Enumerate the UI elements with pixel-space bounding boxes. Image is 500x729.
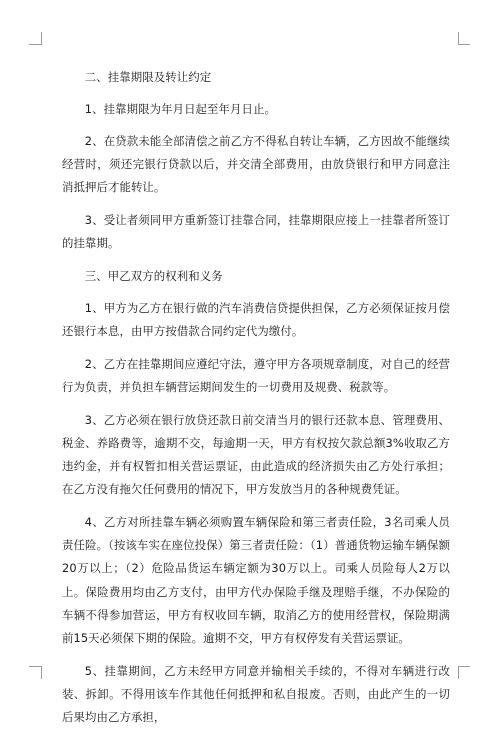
document-body bbox=[62, 66, 450, 729]
crop-mark-bottom-left-vertical bbox=[41, 666, 42, 679]
crop-mark-top-right bbox=[458, 44, 470, 45]
clause-transfer-restriction: 2、在贷款未能全部清偿之前乙方不得私自转让车辆，乙方因故不能继续经营时，须还完银行贷款以后，并交清全部费用，由放贷银行和甲方同意注消抵押后才能转让。 bbox=[62, 133, 450, 194]
crop-mark-top-left bbox=[29, 44, 41, 45]
clause-insurance: 4、乙方对所挂靠车辆必须购置车辆保险和第三者责任险，3名司乘人员责任险。（按该车实在座位投保）第三者责任险：（1）普通货物运输车辆保额20万以上；（2）危险品货运车辆定额为30万以上。司乘人员险每人2万以上。保险费用均由乙方支付，由甲方代办保险手继及理赔手继，不办保险的车辆不得参加营运，甲方有权收回车辆，取消乙方的使用经营权，保险期满前15天必须保下期的保险。逾期不交，甲方有权停发有关营运票证。 bbox=[62, 515, 450, 646]
crop-mark-bottom-right-vertical bbox=[458, 666, 459, 679]
section-heading-rights: 三、甲乙双方的权利和义务 bbox=[84, 268, 223, 283]
crop-mark-bottom-left bbox=[29, 666, 41, 667]
crop-mark-bottom-right bbox=[458, 666, 470, 667]
crop-mark-top-right-vertical bbox=[458, 32, 459, 45]
section-heading-term: 二、挂靠期限及转让约定 bbox=[84, 70, 212, 84]
crop-mark-top-left-vertical bbox=[41, 32, 42, 45]
clause-modification: 5、挂靠期间，乙方未经甲方同意并输相关手续的，不得对车辆进行改装、拆卸。不得用该车作其他任何抵押和私自报废。否则，由此产生的一切后果均由乙方承担， bbox=[62, 663, 450, 725]
clause-transferee-contract: 3、受让者须同甲方重新签订挂靠合同，挂靠期限应接上一挂靠者所签订的挂靠期。 bbox=[62, 212, 450, 250]
clause-loan-guarantee: 1、甲方为乙方在银行做的汽车消费信贷提供担保，乙方必须保证按月偿还银行本息，由甲方按借款合同约定代为缴付。 bbox=[62, 300, 450, 338]
clause-compliance-fees: 2、乙方在挂靠期间应遵纪守法，遵守甲方各项规章制度，对自己的经营行为负责，并负担车辆营运期间发生的一切费用及规费、税款等。 bbox=[62, 356, 450, 394]
clause-payment-penalty: 3、乙方必须在银行放贷还款日前交清当月的银行还款本息、管理费用、税金、养路费等，逾期不交，每逾期一天，甲方有权按欠款总额3%收取乙方违约金，并有权暂扣相关营运票证，由此造成的经济损失由乙方处行承担；在乙方没有拖欠任何费用的情况下，甲方发放当月的各种规费凭证。 bbox=[62, 412, 450, 497]
clause-term-period: 1、挂靠期限为年月日起至年月日止。 bbox=[84, 101, 276, 116]
